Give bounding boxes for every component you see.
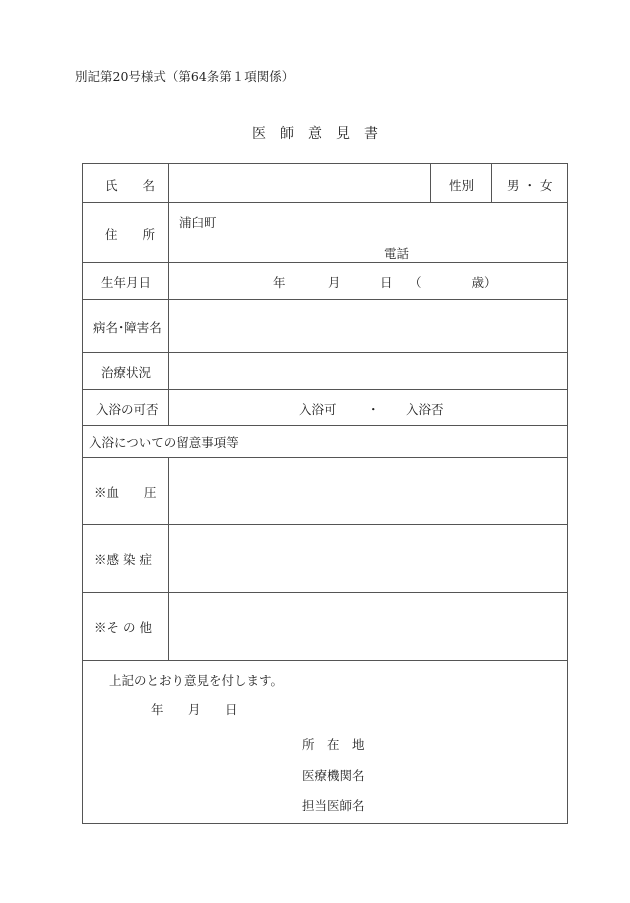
row-divider xyxy=(83,425,567,426)
row-divider xyxy=(83,660,567,661)
row-divider xyxy=(83,299,567,300)
sex-options[interactable]: 男 ・ 女 xyxy=(507,178,553,193)
disease-label: 病名･障害名 xyxy=(93,320,162,335)
birth-date-label: 生年月日 xyxy=(101,275,152,290)
institution-label: 医療機関名 xyxy=(302,768,365,783)
treatment-label: 治療状況 xyxy=(101,365,152,380)
sex-column-divider xyxy=(430,164,431,202)
bathing-allowed-option[interactable]: 入浴可 xyxy=(299,402,337,417)
birth-year-label: 年 xyxy=(273,275,286,290)
row-divider xyxy=(83,202,567,203)
location-label: 所 在 地 xyxy=(302,737,365,752)
birth-day-label: 日 xyxy=(380,275,393,290)
signature-year-label: 年 xyxy=(151,702,164,717)
signature-day-label: 日 xyxy=(225,702,238,717)
address-value: 浦臼町 xyxy=(179,215,217,230)
phone-label: 電話 xyxy=(384,246,410,261)
bathing-separator: ・ xyxy=(367,402,380,417)
age-label: （ 歳） xyxy=(409,275,497,290)
sex-options-divider xyxy=(491,164,492,202)
birth-month-label: 月 xyxy=(328,275,341,290)
label-column-divider xyxy=(168,164,169,425)
opinion-form-table xyxy=(82,163,568,824)
name-label: 氏 名 xyxy=(105,178,156,193)
sex-label: 性別 xyxy=(449,178,475,193)
bathing-not-allowed-option[interactable]: 入浴否 xyxy=(406,402,444,417)
signature-month-label: 月 xyxy=(188,702,201,717)
form-number-header: 別記第20号様式（第64条第１項関係） xyxy=(75,69,295,84)
row-divider xyxy=(83,262,567,263)
address-label: 住 所 xyxy=(105,227,156,242)
infection-label: ※感 染 症 xyxy=(94,552,152,567)
doctor-label: 担当医師名 xyxy=(302,798,365,813)
row-divider xyxy=(83,524,567,525)
bathing-label: 入浴の可否 xyxy=(96,402,159,417)
bathing-notes-label: 入浴についての留意事項等 xyxy=(89,435,239,450)
row-divider xyxy=(83,389,567,390)
statement-text: 上記のとおり意見を付します。 xyxy=(109,673,284,688)
row-divider xyxy=(83,352,567,353)
name-field[interactable] xyxy=(170,166,428,200)
row-divider xyxy=(83,457,567,458)
label-column-divider xyxy=(168,457,169,660)
blood-pressure-label: ※血 圧 xyxy=(94,485,157,500)
document-title: 医 師 意 見 書 xyxy=(252,126,378,142)
row-divider xyxy=(83,592,567,593)
other-label: ※そ の 他 xyxy=(94,620,152,635)
